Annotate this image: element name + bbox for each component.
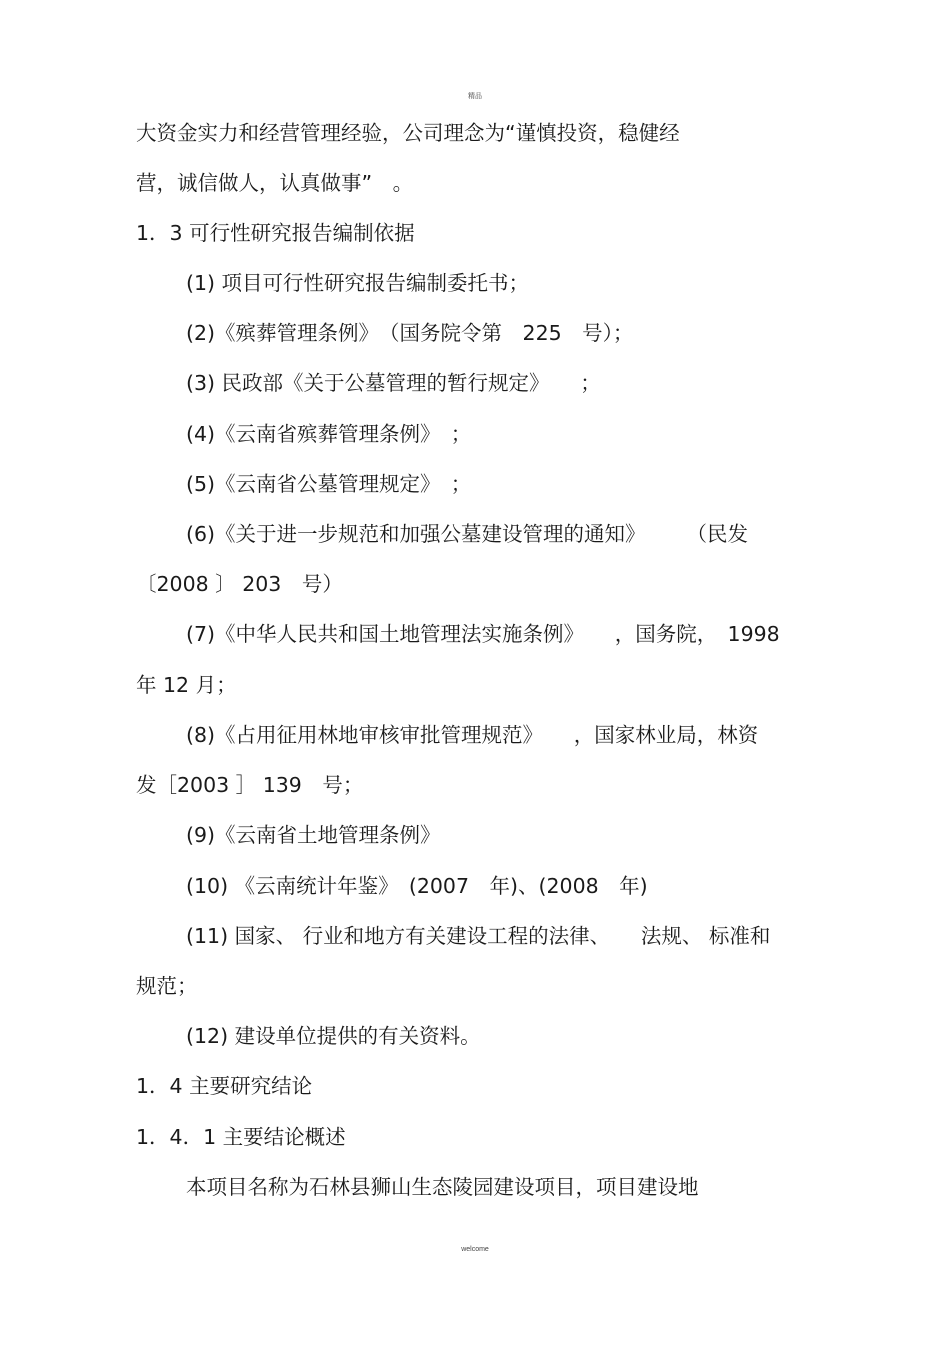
list-item: (9)《云南省土地管理条例》 [186,823,441,847]
section-heading: 1．4 主要研究结论 [136,1074,313,1098]
list-item: (2)《殡葬管理条例》 （国务院令第 225 号）； [186,321,634,345]
list-item: (12) 建设单位提供的有关资料。 [186,1024,481,1048]
list-item-continuation: 年 12 月； [136,673,237,697]
list-item: (1) 项目可行性研究报告编制委托书； [186,271,530,295]
list-item: (5)《云南省公墓管理规定》 ； [186,472,472,496]
list-item: (6)《关于进一步规范和加强公墓建设管理的通知》 （民发 [186,522,749,546]
page-header: 精品 [468,93,482,100]
page-footer: welcome [461,1246,489,1253]
body-line: 本项目名称为石林县狮山生态陵园建设项目，项目建设地 [186,1175,699,1199]
list-item: (11) 国家、 行业和地方有关建设工程的法律、 法规、 标准和 [186,924,771,948]
list-item: (4)《云南省殡葬管理条例》 ； [186,422,472,446]
list-item: (8)《占用征用林地审核审批管理规范》 ，国家林业局，林资 [186,723,759,747]
list-item: (3) 民政部《关于公墓管理的暂行规定》 ； [186,371,601,395]
list-item: (7)《中华人民共和国土地管理法实施条例》 ，国务院， 1998 [186,622,780,646]
list-item-continuation: 〔2008 〕 203 号） [136,572,343,596]
body-line: 大资金实力和经营管理经验，公司理念为“谨慎投资，稳健经 [136,121,680,145]
list-item: (10) 《云南统计年鉴》 (2007 年)、(2008 年) [186,874,648,898]
section-heading: 1．3 可行性研究报告编制依据 [136,221,415,245]
subsection-heading: 1．4．1 主要结论概述 [136,1125,346,1149]
body-line: 营，诚信做人，认真做事” 。 [136,171,414,195]
list-item-continuation: 发［2003 ］ 139 号； [136,773,364,797]
list-item-continuation: 规范； [136,974,198,998]
